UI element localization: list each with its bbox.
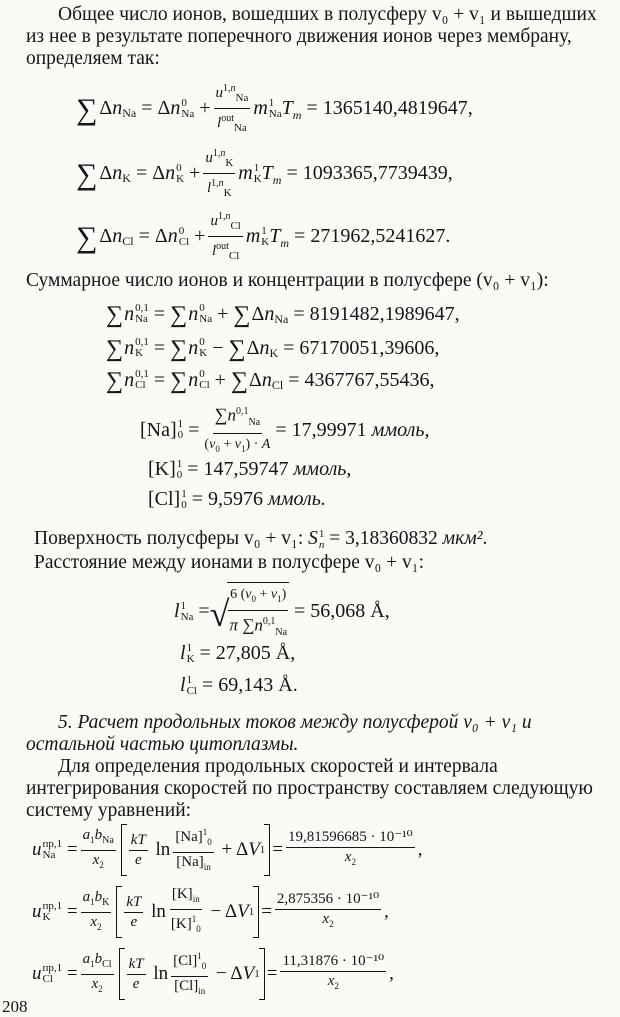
equation-conc-cl: [Cl] 1 0 = 9,5976 ммоль. xyxy=(148,487,326,511)
equation-n-na: ∑ n 0,1 Na = ∑ n 0 Na + ∑ Δ n Na = 8191482,1989647, xyxy=(106,302,460,328)
u-k-numerator: 2,875356 · 10⁻¹⁰ xyxy=(275,891,381,910)
section-5-heading xyxy=(26,712,598,756)
equation-u-na: u пр,1 Na = $\frac{a_1b_{Na}}{x_2}$ $\frac{kT}{e}$ ln $\frac{[Na]^1_0}{[Na]_{in}}$ + Δ V 1 = $\frac{\text{19,81596685 · 10⁻¹⁰}}{x_2}$ , xyxy=(32,824,422,876)
distance-line xyxy=(34,552,606,574)
n-cl-value: 4367767,55436, xyxy=(304,368,435,391)
n-na-value: 8191482,1989647, xyxy=(309,302,460,325)
equation-u-cl: u пр,1 Cl = $\frac{a_1b_{Cl}}{x_2}$ $\frac{kT}{e}$ ln $\frac{[Cl]^1_0}{[Cl]_{in}}$ − Δ V 1 = $\frac{\text{11,31876 · 10⁻¹⁰}}{x_2}$ , xyxy=(32,948,394,1000)
l-cl-value: 69,143 Å. xyxy=(218,674,298,696)
n-k-value: 67170051,39606, xyxy=(299,336,440,359)
equation-l-k: l 1 K = 27,805 Å, xyxy=(180,641,296,665)
equation-sum-na: ∑ Δ n Na = Δ n 0 Na + $\frac{u^{1,n}_{Na}}{l^{out}_{Na}}$ m 1 Na $T_m$ = 1365140,4819647, xyxy=(76,80,473,137)
surface-text: Поверхность полусферы v₀ + v₁: xyxy=(34,528,304,549)
surface-value: 3,18360832 xyxy=(345,528,438,549)
unit-mmol-cl: ммоль. xyxy=(268,488,326,510)
system-text: Для определения продольных скоростей и интервала интегрирования скоростей по пространству составляем следующую систему уравнений: xyxy=(26,756,593,821)
equation-l-na: l 1 Na = √ $\frac{6 (v_0 + v_1)}{\pi \sum n^{0,1}_{Na}}$ = 56,068 Å, xyxy=(174,582,390,642)
equation-l-cl: l 1 Cl = 69,143 Å. xyxy=(180,673,298,697)
total-ions-text: Суммарное число ионов и концентрации в полусфере (v₀ + v₁): xyxy=(26,270,549,291)
sum-k-value: 1093365,7739439, xyxy=(302,162,453,184)
system-paragraph xyxy=(26,756,598,822)
equation-n-k: ∑ n 0,1 K = ∑ n 0 K − ∑ Δ n K = 67170051,39606, xyxy=(106,336,440,362)
equation-n-cl: ∑ n 0,1 Cl = ∑ n 0 Cl + ∑ Δ n Cl = 4367767,55436, xyxy=(106,368,435,394)
equation-u-k: u пр,1 K = $\frac{a_1b_K}{x_2}$ $\frac{kT}{e}$ ln $\frac{[K]_{in}}{[K]^1_0}$ − Δ V 1 = $\frac{\text{2,875356 · 10⁻¹⁰}}{x_2}$ , xyxy=(32,886,389,938)
unit-mmol-k: ммоль, xyxy=(293,458,352,480)
surface-line: Поверхность полусферы v₀ + v₁: S 1 n = 3,18360832 мкм². xyxy=(34,527,488,551)
unit-mmol-na: ммоль, xyxy=(371,418,430,441)
equation-conc-k: [K] 1 0 = 147,59747 ммоль, xyxy=(148,457,352,481)
section-5-text: 5. Расчет продольных токов между полусферой v₀ + v₁ и остальной частью цитоплазмы. xyxy=(26,712,532,755)
intro-text: Общее число ионов, вошедших в полусферу v₀ + v₁ и вышедших из нее в результате поперечного движения ионов через мембрану, определяем так: xyxy=(26,4,597,69)
conc-na-value: 17,99971 xyxy=(291,418,367,441)
sum-na-value: 1365140,4819647, xyxy=(322,97,473,119)
l-na-value: 56,068 Å, xyxy=(310,600,390,623)
equation-conc-na: [Na] 1 0 = $\frac{\sum n^{0,1}_{Na}}{(v_0 + v_1) \cdot A}$ = 17,99971 ммоль, xyxy=(140,402,429,459)
intro-paragraph xyxy=(26,4,598,70)
distance-text: Расстояние между ионами в полусфере v₀ + v₁: xyxy=(34,552,424,573)
page-number: 208 xyxy=(2,997,28,1016)
equation-sum-k: ∑ Δ n K = Δ n 0 K + $\frac{u^{1,n}_K}{l^{1,n}_K}$ m 1 K $T_m$ = 1093365,7739439, xyxy=(76,145,453,202)
u-na-numerator: 19,81596685 · 10⁻¹⁰ xyxy=(286,829,415,848)
surface-unit: мкм² xyxy=(442,528,483,549)
total-ions-paragraph xyxy=(26,270,598,292)
l-k-value: 27,805 Å, xyxy=(215,642,296,664)
u-cl-numerator: 11,31876 · 10⁻¹⁰ xyxy=(280,953,386,972)
conc-k-value: 147,59747 xyxy=(203,458,289,480)
sum-cl-value: 271962,5241627. xyxy=(310,225,451,247)
conc-cl-value: 9,5976 xyxy=(208,488,263,510)
equation-sum-cl: ∑ Δ n Cl = Δ n 0 Cl + $\frac{u^{1,n}_{Cl}}{l^{out}_{Cl}}$ m 1 K $T_m$ = 271962,5241627. xyxy=(76,208,450,265)
